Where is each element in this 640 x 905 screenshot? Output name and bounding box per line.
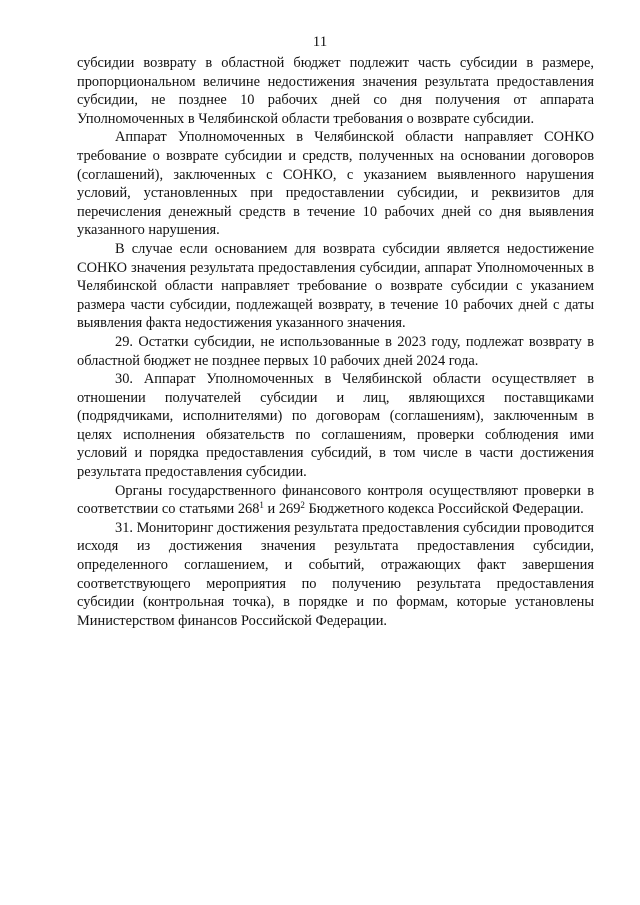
document-body [77, 54, 594, 630]
page-number: 11 [312, 34, 328, 50]
financial-control-text-before: Органы государственного финансового контроля осуществляют проверки в соответствии со статьями 268 [77, 482, 594, 518]
financial-control-text-after: Бюджетного кодекса Российской Федерации. [304, 501, 584, 518]
paragraph-subsidy-return-continuation: субсидии возврату в областной бюджет подлежит часть субсидии в размере, пропорциональном величине недостижения значения результата предоставления субсидии, не позднее 10 рабочих дней со дня получения от аппарата Уполномоченных в Челябинской области требования о возврате субсидии. [77, 55, 594, 127]
article-269-superscript: 2 [300, 500, 305, 511]
article-268-superscript: 1 [259, 500, 264, 511]
financial-control-text-middle: и 269 [263, 501, 301, 518]
paragraph-item-31: 31. Мониторинг достижения результата предоставления субсидии проводится исходя из достижения значения результата предоставления субсидии, определенного соглашением, и событий, отражающих факт завершения соответствующего мероприятия по получению результата предоставления субсидии (контрольная точка), в порядке и по формам, которые установлены Министерством финансов Российской Федерации. [77, 519, 594, 629]
paragraph-item-30: 30. Аппарат Уполномоченных в Челябинской области осуществляет в отношении получателей субсидии и лиц, являющихся поставщиками (подрядчиками, исполнителями) по договорам (соглашениям), заключенным в целях исполнения обязательств по соглашениям, проверки соблюдения ими условий и порядка предоставления субсидий, в том числе в части достижения результата предоставления субсидии. [77, 371, 594, 481]
paragraph-item-29: 29. Остатки субсидии, не использованные в 2023 году, подлежат возврату в областной бюджет не позднее первых 10 рабочих дней 2024 года. [77, 333, 594, 369]
paragraph-financial-control [77, 482, 594, 519]
paragraph-result-not-achieved: В случае если основанием для возврата субсидии является недостижение СОНКО значения результата предоставления субсидии, аппарат Уполномоченных в Челябинской области направляет требование о возврате субсидии с указанием размера части субсидии, подлежащей возврату, в течение 10 рабочих дней с даты выявления факта недостижения указанного значения. [77, 240, 594, 332]
paragraph-return-demand: Аппарат Уполномоченных в Челябинской области направляет СОНКО требование о возврате субсидии и средств, полученных на основании договоров (соглашений), заключенных с СОНКО, с указанием выявленного нарушения условий, установленных при предоставлении субсидии, и реквизитов для перечисления денежный средств в течение 10 рабочих дней со дня выявления указанного нарушения. [77, 129, 594, 239]
